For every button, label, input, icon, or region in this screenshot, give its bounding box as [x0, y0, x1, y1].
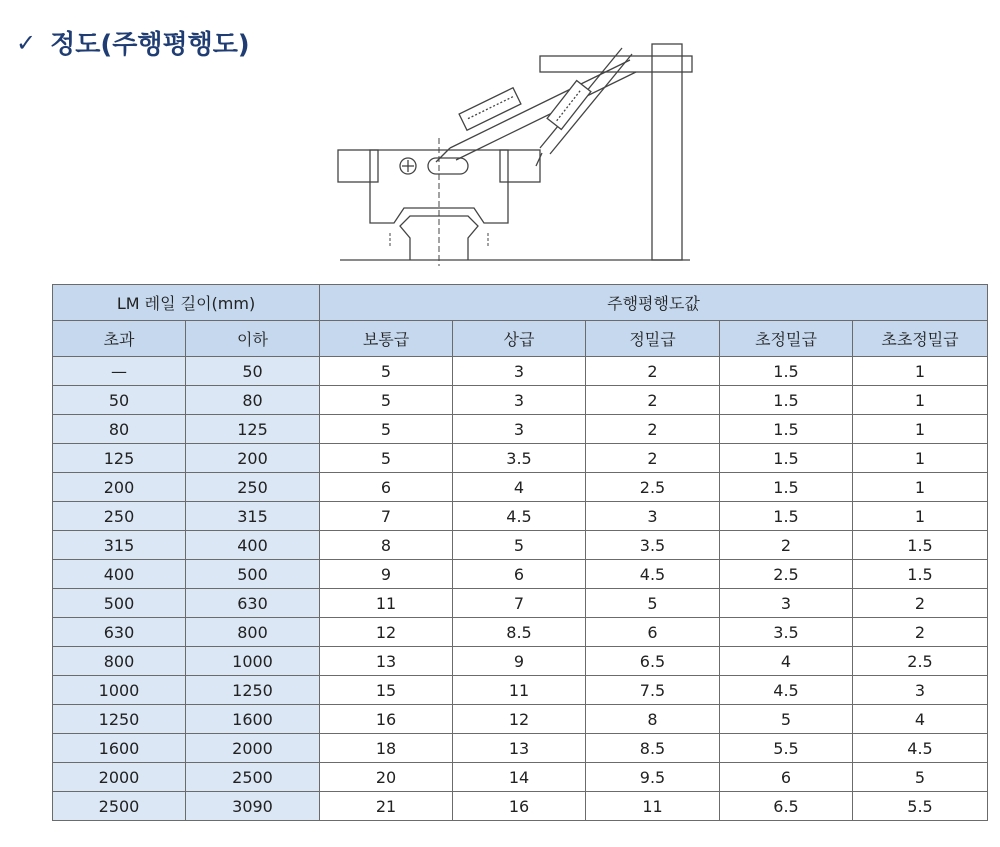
value-cell: 6.5 [720, 792, 853, 821]
value-cell: 11 [320, 589, 453, 618]
range-cell: 400 [53, 560, 186, 589]
range-cell: 630 [186, 589, 320, 618]
value-cell: 11 [586, 792, 720, 821]
table-row [53, 792, 988, 821]
value-cell: 8 [320, 531, 453, 560]
value-cell: 13 [453, 734, 586, 763]
range-cell: 1250 [53, 705, 186, 734]
header-high-grade: 상급 [453, 321, 586, 357]
value-cell: 4.5 [453, 502, 586, 531]
value-cell: 6.5 [586, 647, 720, 676]
range-cell: 400 [186, 531, 320, 560]
range-cell: 2000 [53, 763, 186, 792]
value-cell: 5 [320, 415, 453, 444]
value-cell: 4 [720, 647, 853, 676]
table-row [53, 386, 988, 415]
value-cell: 6 [586, 618, 720, 647]
value-cell: 5.5 [720, 734, 853, 763]
table-row [53, 763, 988, 792]
table-row [53, 589, 988, 618]
value-cell: 5 [320, 386, 453, 415]
value-cell: 3 [586, 502, 720, 531]
value-cell: 1 [853, 357, 988, 386]
value-cell: 3.5 [720, 618, 853, 647]
value-cell: 16 [320, 705, 453, 734]
value-cell: 2 [586, 386, 720, 415]
range-cell: 1000 [186, 647, 320, 676]
header-normal-grade: 보통급 [320, 321, 453, 357]
value-cell: 3.5 [586, 531, 720, 560]
value-cell: 5 [320, 444, 453, 473]
value-cell: 11 [453, 676, 586, 705]
table-row [53, 531, 988, 560]
value-cell: 1.5 [853, 560, 988, 589]
range-cell: 800 [186, 618, 320, 647]
value-cell: 2 [586, 444, 720, 473]
value-cell: 2 [720, 531, 853, 560]
value-cell: 6 [453, 560, 586, 589]
value-cell: 7 [453, 589, 586, 618]
table-row [53, 618, 988, 647]
value-cell: 1 [853, 386, 988, 415]
value-cell: 4.5 [720, 676, 853, 705]
value-cell: 12 [320, 618, 453, 647]
value-cell: 4.5 [586, 560, 720, 589]
value-cell: 1.5 [720, 357, 853, 386]
indicator-stand [652, 44, 682, 260]
value-cell: 6 [720, 763, 853, 792]
value-cell: 3 [453, 386, 586, 415]
value-cell: 2 [586, 415, 720, 444]
parallelism-table [52, 284, 988, 821]
range-cell: 1600 [53, 734, 186, 763]
value-cell: 12 [453, 705, 586, 734]
table-row [53, 734, 988, 763]
value-cell: 21 [320, 792, 453, 821]
range-cell: 1250 [186, 676, 320, 705]
table-sub-header-row [53, 321, 988, 357]
table-group-header-row [53, 285, 988, 321]
value-cell: 1.5 [720, 415, 853, 444]
range-cell: 315 [53, 531, 186, 560]
range-cell: 80 [186, 386, 320, 415]
section-title-text: 정도(주행평행도) [50, 30, 250, 60]
value-cell: 6 [320, 473, 453, 502]
range-cell: 250 [186, 473, 320, 502]
value-cell: 5 [853, 763, 988, 792]
table-row [53, 676, 988, 705]
table-row [53, 444, 988, 473]
range-cell: 50 [186, 357, 320, 386]
value-cell: 3 [853, 676, 988, 705]
value-cell: 13 [320, 647, 453, 676]
range-cell: 500 [186, 560, 320, 589]
lm-rail [390, 138, 488, 266]
value-cell: 1.5 [720, 386, 853, 415]
value-cell: 2.5 [720, 560, 853, 589]
value-cell: 4 [453, 473, 586, 502]
value-cell: 1.5 [853, 531, 988, 560]
header-super-precision-grade: 초정밀급 [720, 321, 853, 357]
value-cell: 2.5 [853, 647, 988, 676]
value-cell: 1.5 [720, 444, 853, 473]
value-cell: 7.5 [586, 676, 720, 705]
value-cell: 5.5 [853, 792, 988, 821]
range-cell: 500 [53, 589, 186, 618]
value-cell: 3 [453, 357, 586, 386]
value-cell: 1.5 [720, 473, 853, 502]
range-cell: 50 [53, 386, 186, 415]
value-cell: 2.5 [586, 473, 720, 502]
range-cell: 2000 [186, 734, 320, 763]
header-rail-length: LM 레일 길이(mm) [53, 285, 320, 321]
value-cell: 18 [320, 734, 453, 763]
range-cell: 125 [186, 415, 320, 444]
header-under: 이하 [186, 321, 320, 357]
value-cell: 1 [853, 502, 988, 531]
value-cell: 5 [720, 705, 853, 734]
value-cell: 14 [453, 763, 586, 792]
range-cell: 80 [53, 415, 186, 444]
value-cell: 2 [853, 589, 988, 618]
value-cell: 5 [453, 531, 586, 560]
value-cell: 4.5 [853, 734, 988, 763]
value-cell: 8.5 [586, 734, 720, 763]
range-cell: 200 [53, 473, 186, 502]
table-row [53, 502, 988, 531]
table-row [53, 473, 988, 502]
table-row [53, 705, 988, 734]
value-cell: 7 [320, 502, 453, 531]
range-cell: 2500 [53, 792, 186, 821]
header-precision-grade: 정밀급 [586, 321, 720, 357]
checkmark-icon: ✓ [16, 28, 37, 57]
range-cell: 800 [53, 647, 186, 676]
indicator-arm [540, 56, 692, 72]
value-cell: 2 [586, 357, 720, 386]
table-row [53, 357, 988, 386]
dial-gauge-1 [436, 60, 636, 162]
range-cell: 125 [53, 444, 186, 473]
range-cell: 200 [186, 444, 320, 473]
value-cell: 4 [853, 705, 988, 734]
range-cell: 1000 [53, 676, 186, 705]
value-cell: 5 [586, 589, 720, 618]
range-cell: 315 [186, 502, 320, 531]
value-cell: 1 [853, 415, 988, 444]
range-cell: 250 [53, 502, 186, 531]
header-over: 초과 [53, 321, 186, 357]
value-cell: 15 [320, 676, 453, 705]
range-cell: 3090 [186, 792, 320, 821]
table-row [53, 560, 988, 589]
value-cell: 8.5 [453, 618, 586, 647]
header-parallelism-value: 주행평행도값 [320, 285, 988, 321]
range-cell: 2500 [186, 763, 320, 792]
value-cell: 1 [853, 444, 988, 473]
measurement-setup-diagram [330, 38, 700, 268]
value-cell: 16 [453, 792, 586, 821]
value-cell: 20 [320, 763, 453, 792]
section-title [16, 24, 250, 61]
value-cell: 8 [586, 705, 720, 734]
range-cell: — [53, 357, 186, 386]
value-cell: 3.5 [453, 444, 586, 473]
value-cell: 9 [453, 647, 586, 676]
value-cell: 9.5 [586, 763, 720, 792]
header-ultra-precision-grade: 초초정밀급 [853, 321, 988, 357]
value-cell: 3 [720, 589, 853, 618]
table-row [53, 647, 988, 676]
value-cell: 9 [320, 560, 453, 589]
range-cell: 1600 [186, 705, 320, 734]
value-cell: 1 [853, 473, 988, 502]
range-cell: 630 [53, 618, 186, 647]
value-cell: 1.5 [720, 502, 853, 531]
value-cell: 2 [853, 618, 988, 647]
value-cell: 5 [320, 357, 453, 386]
table-row [53, 415, 988, 444]
value-cell: 3 [453, 415, 586, 444]
